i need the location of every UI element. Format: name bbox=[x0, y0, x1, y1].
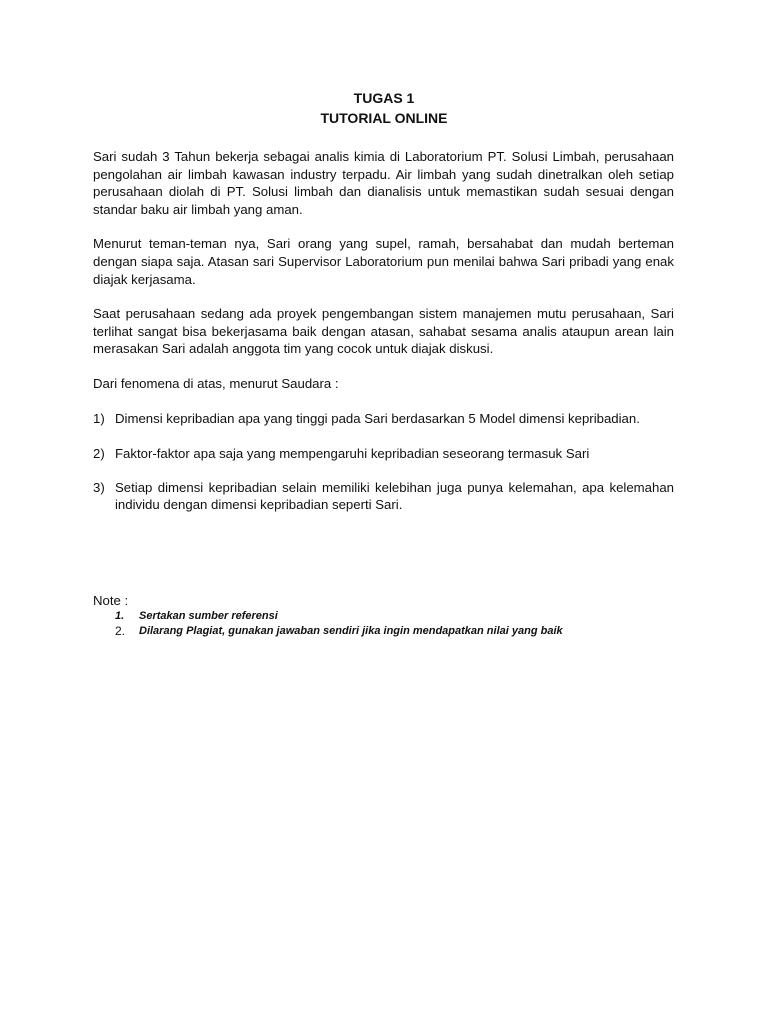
question-text: Dimensi kepribadian apa yang tinggi pada Sari berdasarkan 5 Model dimensi kepribadian. bbox=[115, 410, 640, 426]
paragraph-personality: Menurut teman-teman nya, Sari orang yang supel, ramah, bersahabat dan mudah berteman dengan siapa saja. Atasan sari Supervisor Laboratorium pun menilai bahwa Sari pribadi yang enak diajak kerjasama. bbox=[93, 236, 674, 287]
question-number: 1) bbox=[93, 410, 105, 426]
note-block bbox=[93, 592, 674, 639]
question-item bbox=[93, 410, 674, 428]
question-text: Setiap dimensi kepribadian selain memiliki kelebihan juga punya kelemahan, apa kelemahan individu dengan dimensi kepribadian seperti Sari. bbox=[115, 479, 674, 513]
note-item bbox=[93, 609, 674, 624]
question-item bbox=[93, 479, 674, 514]
title-block bbox=[0, 88, 768, 128]
page-subtitle: TUTORIAL ONLINE bbox=[320, 110, 448, 126]
question-number: 3) bbox=[93, 479, 105, 495]
note-text: Sertakan sumber referensi bbox=[139, 610, 278, 622]
note-label: Note : bbox=[93, 593, 129, 608]
paragraph-prompt: Dari fenomena di atas, menurut Saudara : bbox=[93, 375, 339, 391]
document-body bbox=[93, 148, 674, 531]
note-list bbox=[93, 609, 674, 639]
question-text: Faktor-faktor apa saja yang mempengaruhi kepribadian seseorang termasuk Sari bbox=[115, 446, 590, 462]
question-number: 2) bbox=[93, 446, 105, 462]
page-title: TUGAS 1 bbox=[353, 90, 415, 106]
paragraph-intro: Sari sudah 3 Tahun bekerja sebagai analis kimia di Laboratorium PT. Solusi Limbah, perusahaan pengolahan air limbah kawasan industry terpadu. Air limbah yang sudah dinetralkan oleh setiap perusahaan diolah di PT. Solusi limbah dan dianalisis untuk memastikan sudah sesuai dengan standar baku air limbah yang aman. bbox=[93, 149, 674, 217]
note-item bbox=[93, 624, 674, 639]
note-number: 1. bbox=[115, 610, 125, 622]
note-number: 2. bbox=[115, 624, 126, 638]
question-item bbox=[93, 445, 674, 463]
paragraph-project: Saat perusahaan sedang ada proyek pengembangan sistem manajemen mutu perusahaan, Sari terlihat sangat bisa bekerjasama baik dengan atasan, sahabat sesama analis ataupun arean lain merasakan Sari adalah anggota tim yang cocok untuk diajak diskusi. bbox=[93, 306, 674, 357]
note-text: Dilarang Plagiat, gunakan jawaban sendiri jika ingin mendapatkan nilai yang baik bbox=[139, 625, 563, 637]
